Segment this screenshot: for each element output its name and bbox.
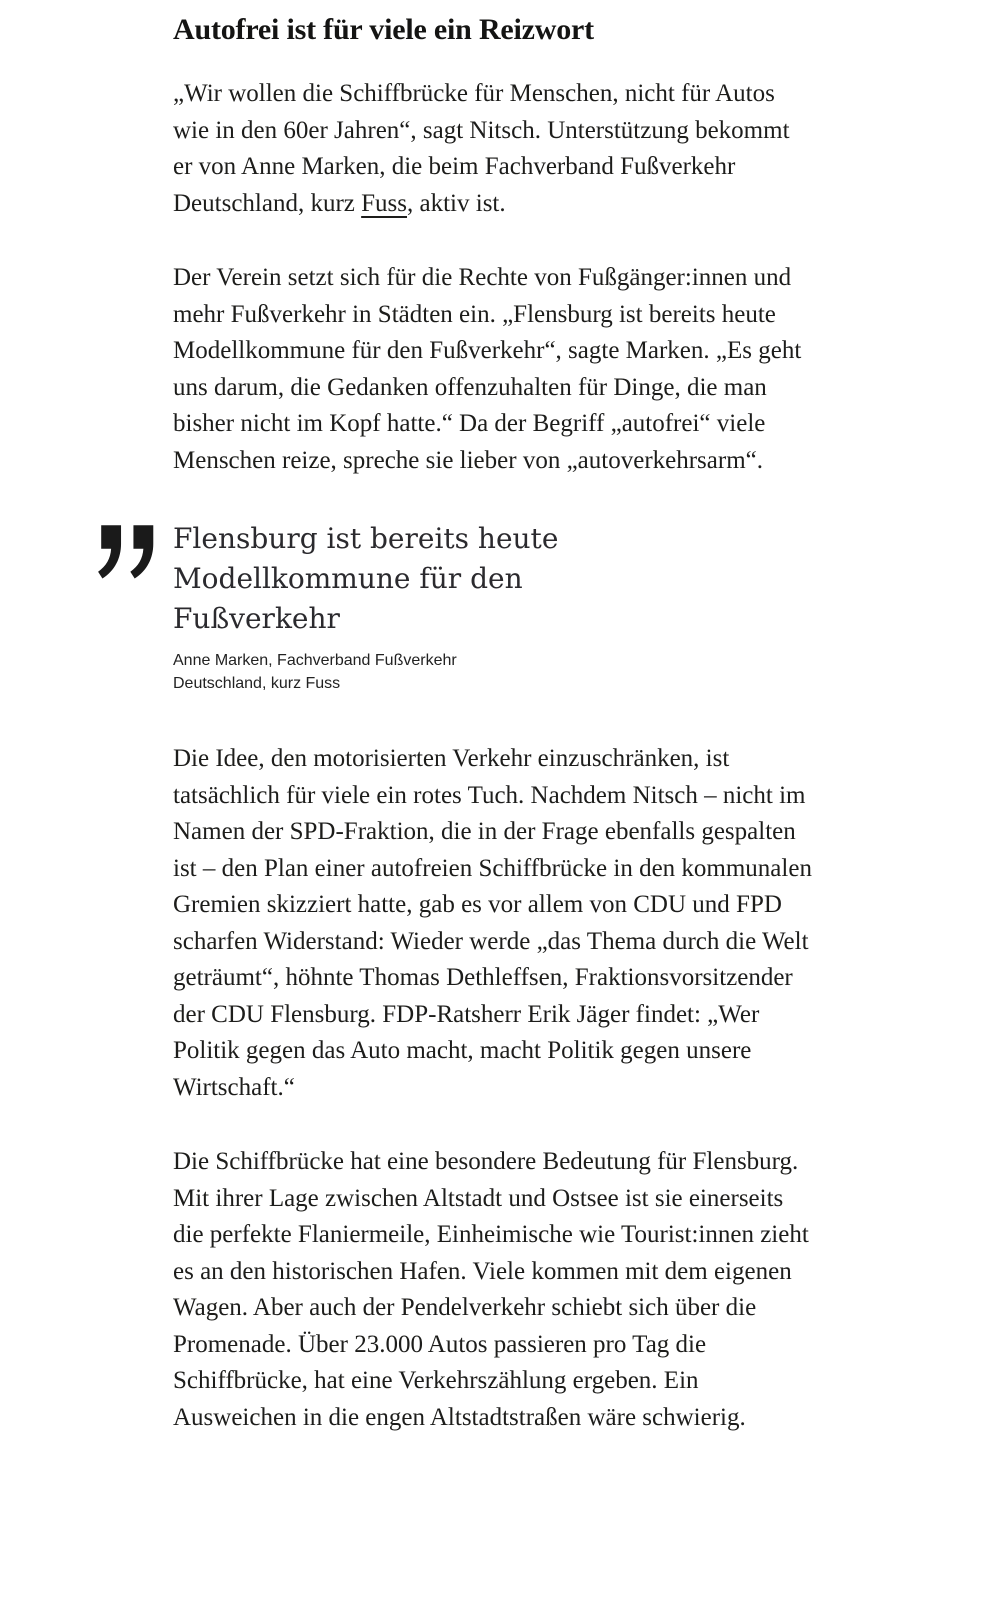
article-body [173,0,813,1436]
body-paragraph-3: Die Idee, den motorisierten Verkehr einzuschränken, ist tatsächlich für viele ein rotes Tuch. Nachdem Nitsch – nicht im Namen der SPD-Fraktion, die in der Frage ebenfalls gespalten ist – den Plan einer autofreien Schiffbrücke in den kommunalen Gremien skizziert hatte, gab es vor allem von CDU und FPD scharfen Widerstand: Wieder werde „das Thema durch die Welt geträumt“, höhnte Thomas Dethleffsen, Fraktionsvorsitzender der CDU Flensburg. FDP-Ratsherr Erik Jäger findet: „Wer Politik gegen das Auto macht, macht Politik gegen unsere Wirtschaft.“ [173,745,812,1101]
pull-quote-block [173,519,813,695]
body-paragraph-1 [173,76,813,222]
paragraph-1-text-after-link: , aktiv ist. [407,189,506,217]
closing-double-quote-icon [95,525,157,580]
paragraph-1-text-before-link: „Wir wollen die Schiffbrücke für Menschen, nicht für Autos wie in den 60er Jahren“, sagt Nitsch. Unterstützung bekommt er von Anne Marken, die beim Fachverband Fußverkehr Deutschland, kurz [173,80,790,217]
section-heading: Autofrei ist für viele ein Reizwort [173,13,594,46]
body-paragraph-2: Der Verein setzt sich für die Rechte von Fußgänger:innen und mehr Fußverkehr in Städten ein. „Flensburg ist bereits heute Modellkommune für den Fußverkehr“, sagte Marken. „Es geht uns darum, die Gedanken offenzuhalten für Dinge, die man bisher nicht im Kopf hatte.“ Da der Begriff „autofrei“ viele Menschen reize, spreche sie lieber von „autoverkehrsarm“. [173,264,802,474]
body-paragraph-4: Die Schiffbrücke hat eine besondere Bedeutung für Flensburg. Mit ihrer Lage zwischen Altstadt und Ostsee ist sie einerseits die perfekte Flaniermeile, Einheimische wie Tourist:innen zieht es an den historischen Hafen. Viele kommen mit dem eigenen Wagen. Aber auch der Pendelverkehr schiebt sich über die Promenade. Über 23.000 Autos passieren pro Tag die Schiffbrücke, hat eine Verkehrszählung ergeben. Ein Ausweichen in die engen Altstadtstraßen wäre schwierig. [173,1148,809,1431]
pull-quote-attribution: Anne Marken, Fachverband Fußverkehr Deutschland, kurz Fuss [173,652,457,692]
pull-quote-text: Flensburg ist bereits heute Modellkommune für den Fußverkehr [173,522,559,635]
fuss-link[interactable]: Fuss [361,189,408,217]
